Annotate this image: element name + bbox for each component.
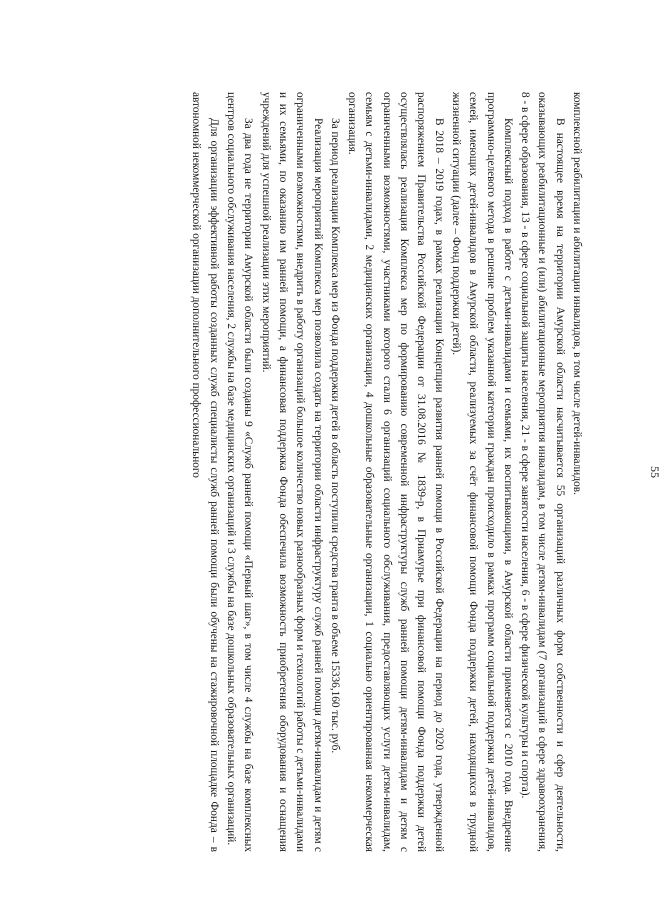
paragraph-2: В настоящее время на территории Амурской области насчитывается 55 организаций различных форм собственности и сфер деятельности, оказывающих реабилитационные и (или) абилитационные мероприятия инвалидам, в том числе детям-инвалидам (7 организаций в сфере здравоохранения, 8 - в сфере образования, 13 - в сфере социальной защиты населения, 21 - в сфере занятости населения, 6 - в сфере физической культуры и спорта).	[519, 92, 566, 852]
paragraph-4: В 2018 – 2019 годах, в рамках реализации Концепции развития ранней помощи в Российской Федерации на период до 2020 года, утвержденной распоряжением Правительства Российской Федерации от 31.08.2016 № 1839-р, в Приамурье при финансовой помощи Фонда поддержки детей осуществлялась реализация Комплекса мер по формированию современной инфраструктуры служб ранней помощи детям-инвалидам и детям с ограниченными возможностями, участниками которого стали 6 организаций социального обслуживания, предоставляющих услуги детям-инвалидам, семьям с детьми-инвалидами, 2 медицинских организации, 4 дошкольные образовательные организации, 1 социально ориентированная некоммерческая организация.	[346, 92, 445, 852]
paragraph-3: Комплексный подход в работе с детьми-инвалидами и семьями, их воспитывающими, в Амурской области применяется с 2010 года. Внедрение программно-целевого метода в решение проблем указанной категории граждан происходило в рамках программ социальной поддержки детей-инвалидов, семей, имеющих детей-инвалидов в Амурской области, реализуемых за счёт финансовой помощи Фонда поддержки детей, находящихся в трудной жизненной ситуации (далее – Фонд поддержки детей).	[449, 92, 514, 852]
document-body	[187, 92, 585, 852]
paragraph-6: Реализация мероприятий Комплекса мер позволила создать на территории области инфраструктуру служб ранней помощи детям-инвалидам и детям с ограниченными возможностями, внедрить в работу организаций большое количество новых разнообразных форм и технологий работы с детьми-инвалидами и их семьями, по оказанию им ранней помощи, а финансовая поддержка Фонда обеспечила возможность приобретения оборудования и оснащения учреждений для успешной реализации этих мероприятий.	[259, 92, 324, 852]
paragraph-1: комплексной реабилитации и абилитации инвалидов, в том числе детей-инвалидов.	[571, 92, 583, 495]
page-number: 55	[648, 466, 662, 478]
paragraph-5: За период реализации Комплекса мер из Фонда поддержки детей в область поступили средства гранта в объеме 15336,160 тыс. руб.	[328, 118, 341, 754]
paragraph-8: Для организации эффективной работы созданных служб специалисты служб ранней помощи были обучены на стажировочной площадке Фонда – в автономной некоммерческой организации дополнительного профессионального	[190, 92, 220, 852]
rotated-page	[95, 92, 662, 852]
paragraph-7: За два года не территории Амурской области были созданы 9 «Служб ранней помощи «Первый шаг», в том числе 4 службы на базе комплексных центров социального обслуживания населения, 2 службы на базе медицинских организаций и 3 службы на базе дошкольных образовательных организаций.	[225, 92, 255, 852]
